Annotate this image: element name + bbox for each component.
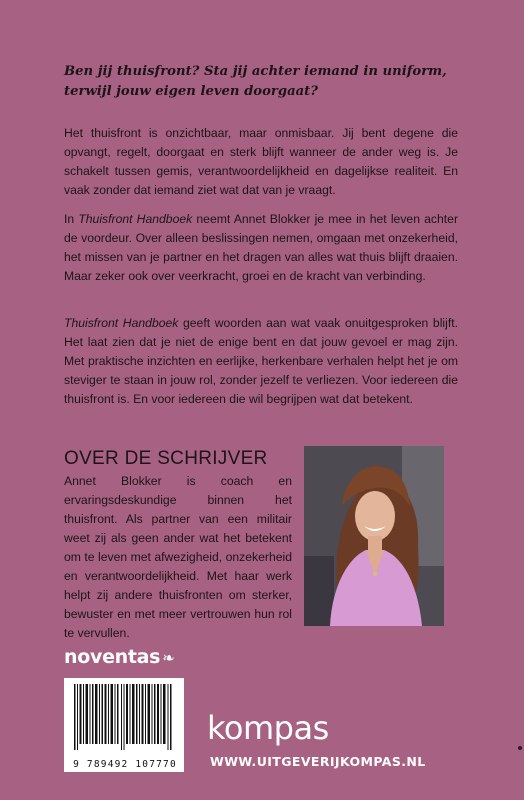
paragraph-2-prefix: In (64, 212, 79, 226)
author-section-title: OVER DE SCHRIJVER (64, 448, 268, 469)
edge-mark (518, 746, 522, 750)
publisher-url[interactable]: WWW.UITGEVERIJKOMPAS.NL (210, 754, 426, 769)
barcode-bars (64, 678, 184, 756)
kompas-logo: kompas (207, 709, 329, 747)
noventas-wordmark: noventas (64, 646, 161, 668)
paragraph-2-text: neemt Annet Blokker je mee in het leven achter de voordeur. Over alleen beslissingen nemen, omgaan met onzekerheid, het missen van je partner en het dragen van alles wat thuis blijft draaien. Maar zeker ook over veerkracht, groei en de kracht van verbinding. (64, 212, 458, 283)
paragraph-3-text: geeft woorden aan wat vaak onuitgesproken blijft. Het laat zien dat je niet de enige bent en dat jouw gevoel er mag zijn. Met praktische inzichten en eerlijke, herkenbare verhalen helpt het je om steviger te staan in jouw rol, zonder jezelf te verliezen. Voor iedereen die thuisfront is. En voor iedereen die wil begrijpen wat dat betekent. (64, 316, 458, 406)
description-paragraph-3 (64, 314, 458, 409)
author-portrait-illustration (304, 446, 444, 626)
isbn-number: 9 789492 107770 (73, 759, 177, 770)
noventas-logo (64, 646, 174, 668)
book-title-reference: Thuisfront Handboek (64, 316, 179, 330)
author-bio: Annet Blokker is coach en ervaringsdeskundige binnen het thuisfront. Als partner van een militair weet zij als geen ander wat het betekent om te leven met afwezigheid, onzekerheid en verantwoordelijkheid. Met haar werk helpt zij andere thuisfronten om sterker, bewuster en met meer vertrouwen hun rol te vervullen. (64, 474, 292, 640)
intro-question: Ben jij thuisfront? Sta jij achter iemand in uniform, terwijl jouw eigen leven doorgaat? (64, 64, 447, 99)
author-photo (304, 446, 444, 626)
description-paragraph-1: Het thuisfront is onzichtbaar, maar onmisbaar. Jij bent degene die opvangt, regelt, doorgaat en sterk blijft wanneer de ander weg is. Je schakelt tussen gemis, verantwoordelijkheid en dagelijkse realiteit. En vaak zonder dat iemand ziet wat dat van je vraagt. (64, 126, 458, 197)
description-paragraph-2 (64, 210, 458, 286)
leaf-icon: ❧ (162, 649, 175, 667)
isbn-barcode (64, 678, 184, 772)
book-title-reference: Thuisfront Handboek (78, 212, 193, 226)
